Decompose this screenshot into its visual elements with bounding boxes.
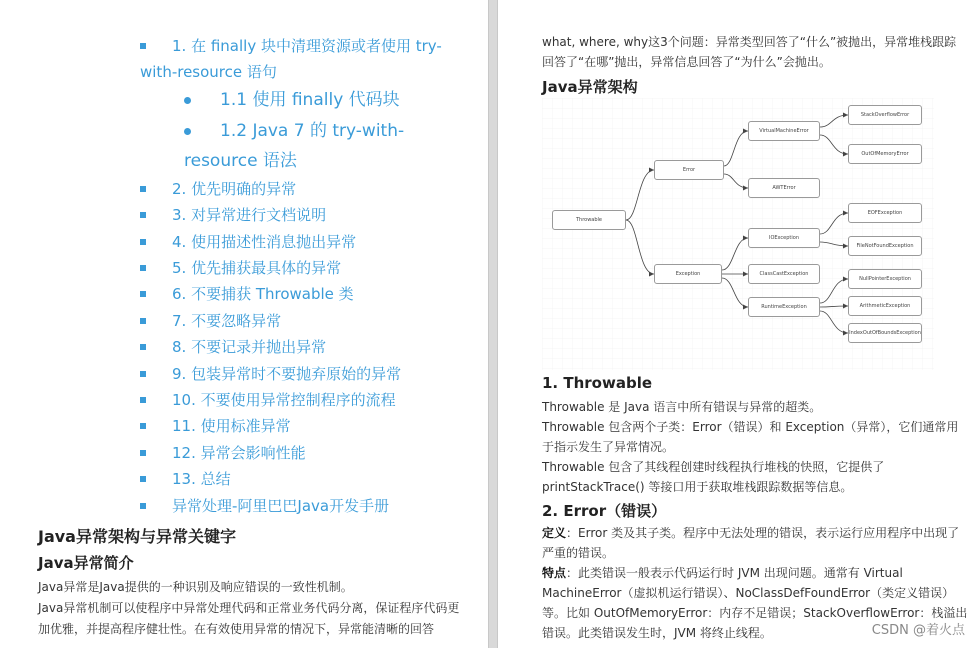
para-www-1: what, where, why这3个问题：异常类型回答了“什么”被抛出，异常堆栈跟踪	[542, 35, 957, 49]
node-arithmetic-exception: ArithmeticException	[848, 296, 922, 316]
para-throwable-3: 于指示发生了异常情况。	[542, 440, 675, 454]
bullet-icon	[140, 239, 146, 245]
para-error-def-2: 严重的错误。	[542, 546, 615, 560]
para-throwable-5: printStackTrace() 等接口用于获取堆栈跟踪数据等信息。	[542, 480, 853, 494]
node-throwable: Throwable	[552, 210, 626, 230]
toc-item-1-1[interactable]: 1.1 使用 finally 代码块	[184, 85, 464, 115]
toc-item-1[interactable]: 1. 在 finally 块中清理资源或者使用 try-	[140, 33, 460, 59]
node-index-out-of-bounds-exception: IndexOutOfBoundsException	[848, 323, 922, 343]
exception-hierarchy-diagram	[542, 98, 934, 370]
para-error-feat-1: 特点：此类错误一般表示代码运行时 JVM 出现问题。通常有 Virtual	[542, 566, 903, 580]
bullet-icon	[140, 371, 146, 377]
bullet-icon	[140, 265, 146, 271]
right-page	[498, 0, 979, 648]
para-throwable-4: Throwable 包含了其线程创建时线程执行堆栈的快照，它提供了	[542, 460, 885, 474]
heading-java-intro: Java异常简介	[38, 554, 134, 572]
bullet-icon	[140, 43, 146, 49]
node-error: Error	[654, 160, 724, 180]
para-www-2: 回答了“在哪”抛出，异常信息回答了“为什么”会抛出。	[542, 55, 831, 69]
toc-item-12[interactable]: 12. 异常会影响性能	[140, 440, 460, 466]
heading-java-arch: Java异常架构	[542, 78, 638, 96]
toc-item-6[interactable]: 6. 不要捕获 Throwable 类	[140, 281, 460, 307]
toc-item-11[interactable]: 11. 使用标准异常	[140, 413, 460, 439]
node-awt-error: AWTError	[748, 178, 820, 198]
label-feature: 特点	[542, 566, 567, 580]
node-virtual-machine-error: VirtualMachineError	[748, 121, 820, 141]
node-class-cast-exception: ClassCastException	[748, 264, 820, 284]
bullet-icon	[140, 476, 146, 482]
toc-item-1-2-cont[interactable]: resource 语法	[184, 151, 297, 171]
toc-item-10[interactable]: 10. 不要使用异常控制程序的流程	[140, 387, 460, 413]
node-exception: Exception	[654, 264, 722, 284]
bullet-icon	[140, 318, 146, 324]
toc-item-13[interactable]: 13. 总结	[140, 466, 460, 492]
toc-item-8[interactable]: 8. 不要记录并抛出异常	[140, 334, 460, 360]
toc-item-3[interactable]: 3. 对异常进行文档说明	[140, 202, 460, 228]
node-out-of-memory-error: OutOfMemoryError	[848, 144, 922, 164]
node-null-pointer-exception: NullPointerException	[848, 269, 922, 289]
bullet-icon	[140, 291, 146, 297]
bullet-icon	[140, 450, 146, 456]
bullet-icon	[184, 97, 191, 104]
bullet-icon	[140, 397, 146, 403]
heading-java-arch-keywords: Java异常架构与异常关键字	[38, 527, 236, 546]
toc-item-9[interactable]: 9. 包装异常时不要抛弃原始的异常	[140, 361, 460, 387]
label-definition: 定义	[542, 526, 567, 540]
toc-item-1-2[interactable]: 1.2 Java 7 的 try-with-	[184, 116, 464, 146]
bullet-icon	[140, 186, 146, 192]
para-throwable-2: Throwable 包含两个子类：Error（错误）和 Exception（异常），它们通常用	[542, 420, 959, 434]
bullet-icon	[140, 423, 146, 429]
bullet-icon	[184, 128, 191, 135]
toc-item-4[interactable]: 4. 使用描述性消息抛出异常	[140, 229, 460, 255]
bullet-icon	[140, 344, 146, 350]
toc-item-5[interactable]: 5. 优先捕获最具体的异常	[140, 255, 460, 281]
toc-item-2[interactable]: 2. 优先明确的异常	[140, 176, 460, 202]
para-throwable-1: Throwable 是 Java 语言中所有错误与异常的超类。	[542, 400, 822, 414]
bullet-icon	[140, 503, 146, 509]
para-intro-1: Java异常是Java提供的一种识别及响应错误的一致性机制。	[38, 580, 353, 594]
para-error-feat-4: 错误。此类错误发生时，JVM 将终止线程。	[542, 626, 772, 640]
node-io-exception: IOException	[748, 228, 820, 248]
node-file-not-found-exception: FileNotFoundException	[848, 236, 922, 256]
toc-item-1-cont[interactable]: with-resource 语句	[140, 63, 277, 81]
para-intro-2a: Java异常机制可以使程序中异常处理代码和正常业务代码分离，保证程序代码更	[38, 601, 460, 615]
heading-throwable: 1. Throwable	[542, 374, 653, 392]
left-page	[0, 0, 488, 648]
para-error-feat-2: MachineError（虚拟机运行错误）、NoClassDefFoundError（类定义错误）	[542, 586, 955, 600]
node-runtime-exception: RuntimeException	[748, 297, 820, 317]
para-error-def-1: 定义：Error 类及其子类。程序中无法处理的错误，表示运行应用程序中出现了	[542, 526, 960, 540]
node-stack-overflow-error: StackOverflowError	[848, 105, 922, 125]
node-eof-exception: EOFException	[848, 203, 922, 223]
page-gutter	[488, 0, 498, 648]
toc-item-7[interactable]: 7. 不要忽略异常	[140, 308, 460, 334]
csdn-watermark: CSDN @着火点	[871, 623, 965, 638]
para-intro-2b: 加优雅，并提高程序健壮性。在有效使用异常的情况下，异常能清晰的回答	[38, 622, 435, 636]
heading-error: 2. Error（错误）	[542, 502, 667, 520]
para-error-feat-3: 等。比如 OutOfMemoryError：内存不足错误；StackOverflowError：栈溢出	[542, 606, 968, 620]
bullet-icon	[140, 212, 146, 218]
toc-item-alibaba[interactable]: 异常处理-阿里巴巴Java开发手册	[140, 493, 470, 519]
